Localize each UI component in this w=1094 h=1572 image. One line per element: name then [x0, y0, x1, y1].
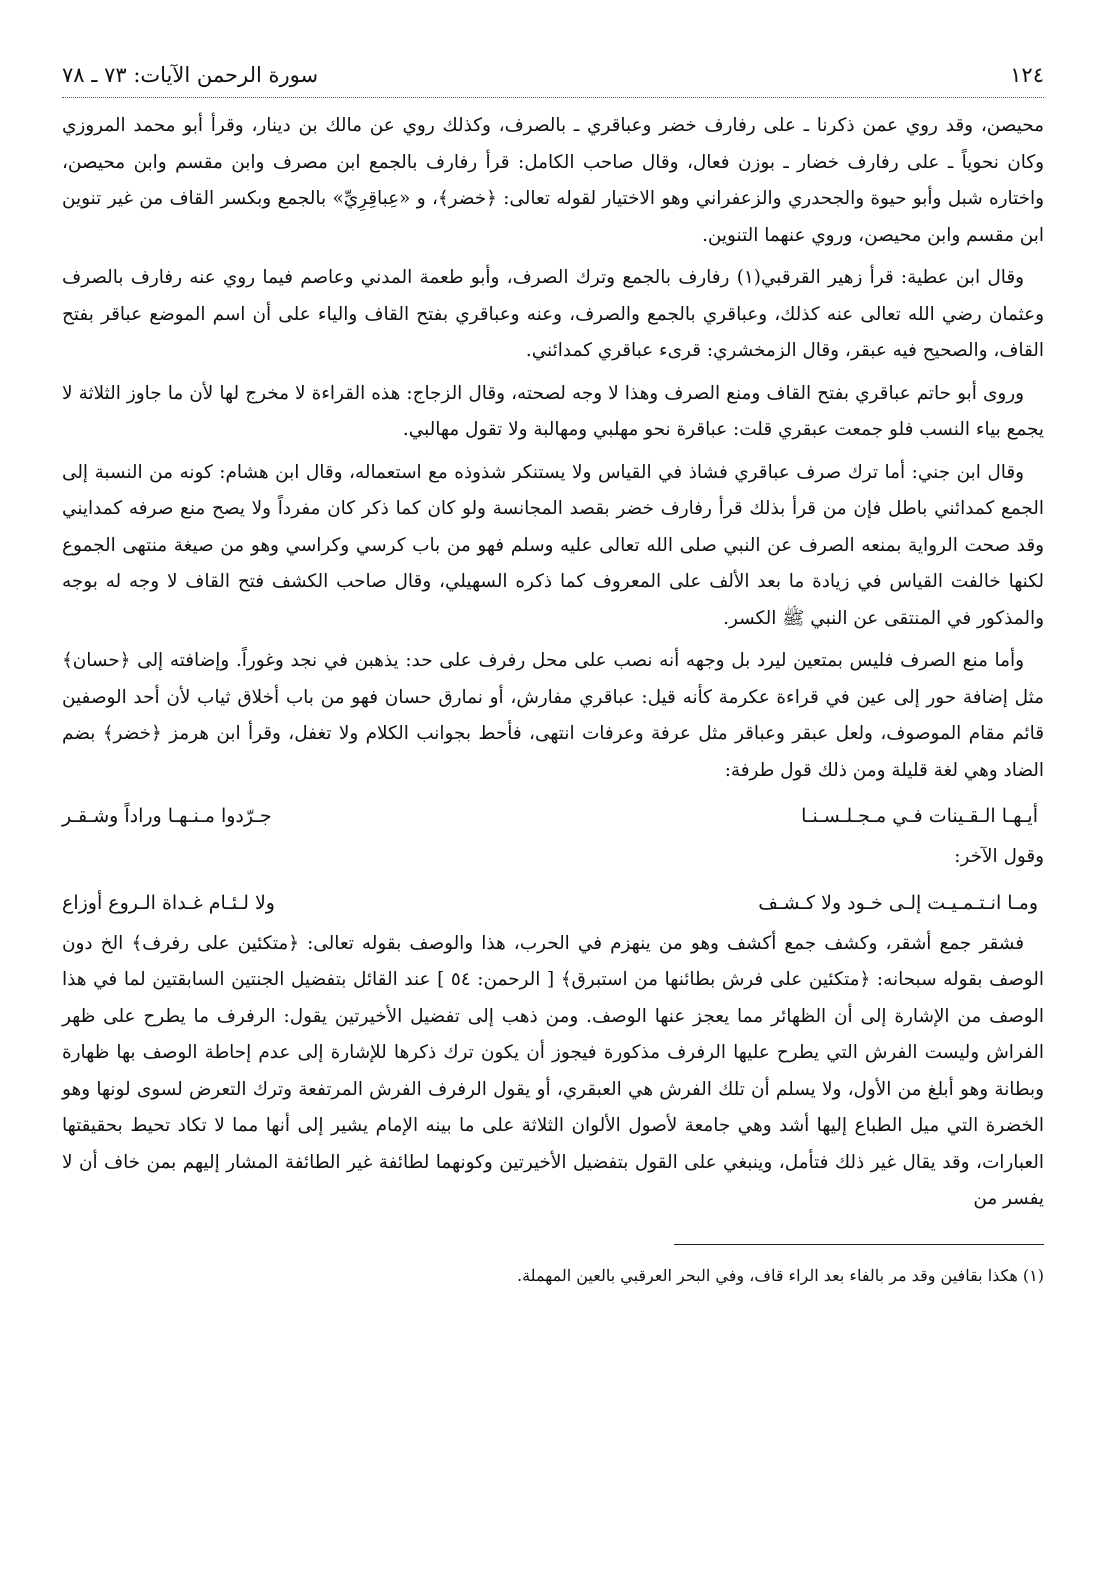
footnote-separator — [674, 1244, 1044, 1245]
poetry-verse-1 — [62, 795, 1044, 837]
verse-2-second-hemistich: ولا لـئـام غـداة الـروع أوزاع — [62, 891, 275, 914]
footnote: (١) هكذا بقافين وقد مر بالفاء بعد الراء قاف، وفي البحر العرقبي بالعين المهملة. — [516, 1265, 1044, 1285]
verse-1-second-hemistich: جـرّدوا مـنـهـا وراداً وشـقـر — [62, 805, 272, 827]
page-number: ١٢٤ — [1010, 63, 1044, 87]
paragraph-5: وأما منع الصرف فليس بمتعين ليرد بل وجهه أنه نصب على محل رفرف على حد: يذهبن في نجد وغوراً. وإضافته إلى ﴿حسان﴾ مثل إضافة حور إلى عين في قراءة عكرمة كأنه قيل: عباقري مفارش، أو نمارق حسان فهو من باب أخلاق ثياب لأن أحد الوصفين قائم مقام الموصوف، ولعل عبقر وعباقر مثل عرفة وعرفات انتهى، فأحط بجوانب الكلام ولا تغفل، وقرأ ابن هرمز ﴿خضر﴾ بضم الضاد وهي لغة قليلة ومن ذلك قول طرفة: — [62, 650, 1044, 781]
running-title: سورة الرحمن الآيات: ٧٣ ـ ٧٨ — [62, 63, 319, 87]
paragraph-2: وقال ابن عطية: قرأ زهير القرقبي(١) رفارف بالجمع وترك الصرف، وأبو طعمة المدني وعاصم فيما روي عنه رفارف بالصرف وعثمان رضي الله تعالى عنه كذلك، وعباقري بالجمع والصرف، وعنه وعباقري بفتح القاف والياء على أن اسم الموضع عباقر بفتح القاف، والصحيح فيه عبقر، وقال الزمخشري: قرىء عباقري كمدائني. — [62, 267, 1044, 361]
paragraph-1: محيصن، وقد روي عمن ذكرنا ـ على رفارف خضر وعباقري ـ بالصرف، وكذلك روي عن مالك بن دينار، وقرأ أبو محمد المروزي وكان نحوياً ـ على رفارف خضار ـ بوزن فعال، وقال صاحب الكامل: قرأ رفارف بالجمع ابن مصرف وابن مقسم وابن محيصن، واختاره شبل وأبو حيوة والجحدري والزعفراني وهو الاختيار لقوله تعالى: ﴿خضر﴾، و «عِباقِرِيِّ» بالجمع وبكسر القاف من غير تنوين ابن مقسم وابن محيصن، وروي عنهما التنوين. — [62, 115, 1044, 246]
verse-1-first-hemistich: أيـهـا الـقـينات فـي مـجـلـسـنـا — [801, 805, 1038, 827]
paragraph-4: وقال ابن جني: أما ترك صرف عباقري فشاذ في القياس ولا يستنكر شذوذه مع استعماله، وقال ابن هشام: كونه من النسبة إلى الجمع كمدائني باطل فإن من قرأ بذلك قرأ رفارف خضر بقصد المجانسة ولو كان كما ذكر كان مفرداً ولا يصح منع صرفه كمدايني وقد صحت الرواية بمنعه الصرف عن النبي صلى الله تعالى عليه وسلم فهو من باب كرسي وكراسي وهو من صيغة منتهى الجموع لكنها خالفت القياس في زيادة ما بعد الألف على المعروف كما ذكره السهيلي، وقال صاحب الكشف فتح القاف لا وجه له بوجه والمذكور في المنتقى عن النبي ﷺ الكسر. — [62, 461, 1044, 629]
paragraph-7: فشقر جمع أشقر، وكشف جمع أكشف وهو من ينهزم في الحرب، هذا والوصف بقوله تعالى: ﴿متكئين على رفرف﴾ الخ دون الوصف بقوله سبحانه: ﴿متكئين على فرش بطائنها من استبرق﴾ [ الرحمن: ٥٤ ] عند القائل بتفضيل الجنتين السابقتين لما في هذا الوصف من الإشارة إلى أن الظهائر مما يعجز عنها الوصف. ومن ذهب إلى تفضيل الأخيرتين يقول: الرفرف ما يطرح على ظهر الفراش وليست الفرش التي يطرح عليها الرفرف مذكورة فيجوز أن يكون ترك ذكرها للإشارة إلى عدم إحاطة الوصف بها ظهارة وبطانة وهو أبلغ من الأول، ولا يسلم أن تلك الفرش هي العبقري، أو يقول الرفرف الفرش المرتفعة وترك التعرض لسوى لونها وهو الخضرة التي ميل الطباع إليها أشد وهي جامعة لأصول الألوان الثلاثة على ما بينه الإمام يشير إلى أنها مما لا تكاد تحيط بحقيقتها العبارات، وقد يقال غير ذلك فتأمل، وينبغي على القول بتفضيل الأخيرتين وكونهما لطائفة غير الطائفة المشار إليهم بمن خاف أن لا يفسر من — [62, 932, 1044, 1209]
book-page — [62, 55, 1044, 1572]
paragraph-6: وقول الآخر: — [954, 846, 1044, 867]
page-header — [62, 55, 1044, 98]
verse-2-first-hemistich: ومـا انـتـمـيـت إلـى خـود ولا كـشـف — [758, 891, 1038, 914]
poetry-verse-2 — [62, 882, 1044, 924]
paragraph-3: وروى أبو حاتم عباقري بفتح القاف ومنع الصرف وهذا لا وجه لصحته، وقال الزجاج: هذه القراءة لا مخرج لها لأن ما جاوز الثلاثة لا يجمع بياء النسب فلو جمعت عبقري قلت: عباقرة نحو مهلبي ومهالبة ولا تقول مهالبي. — [62, 382, 1044, 440]
